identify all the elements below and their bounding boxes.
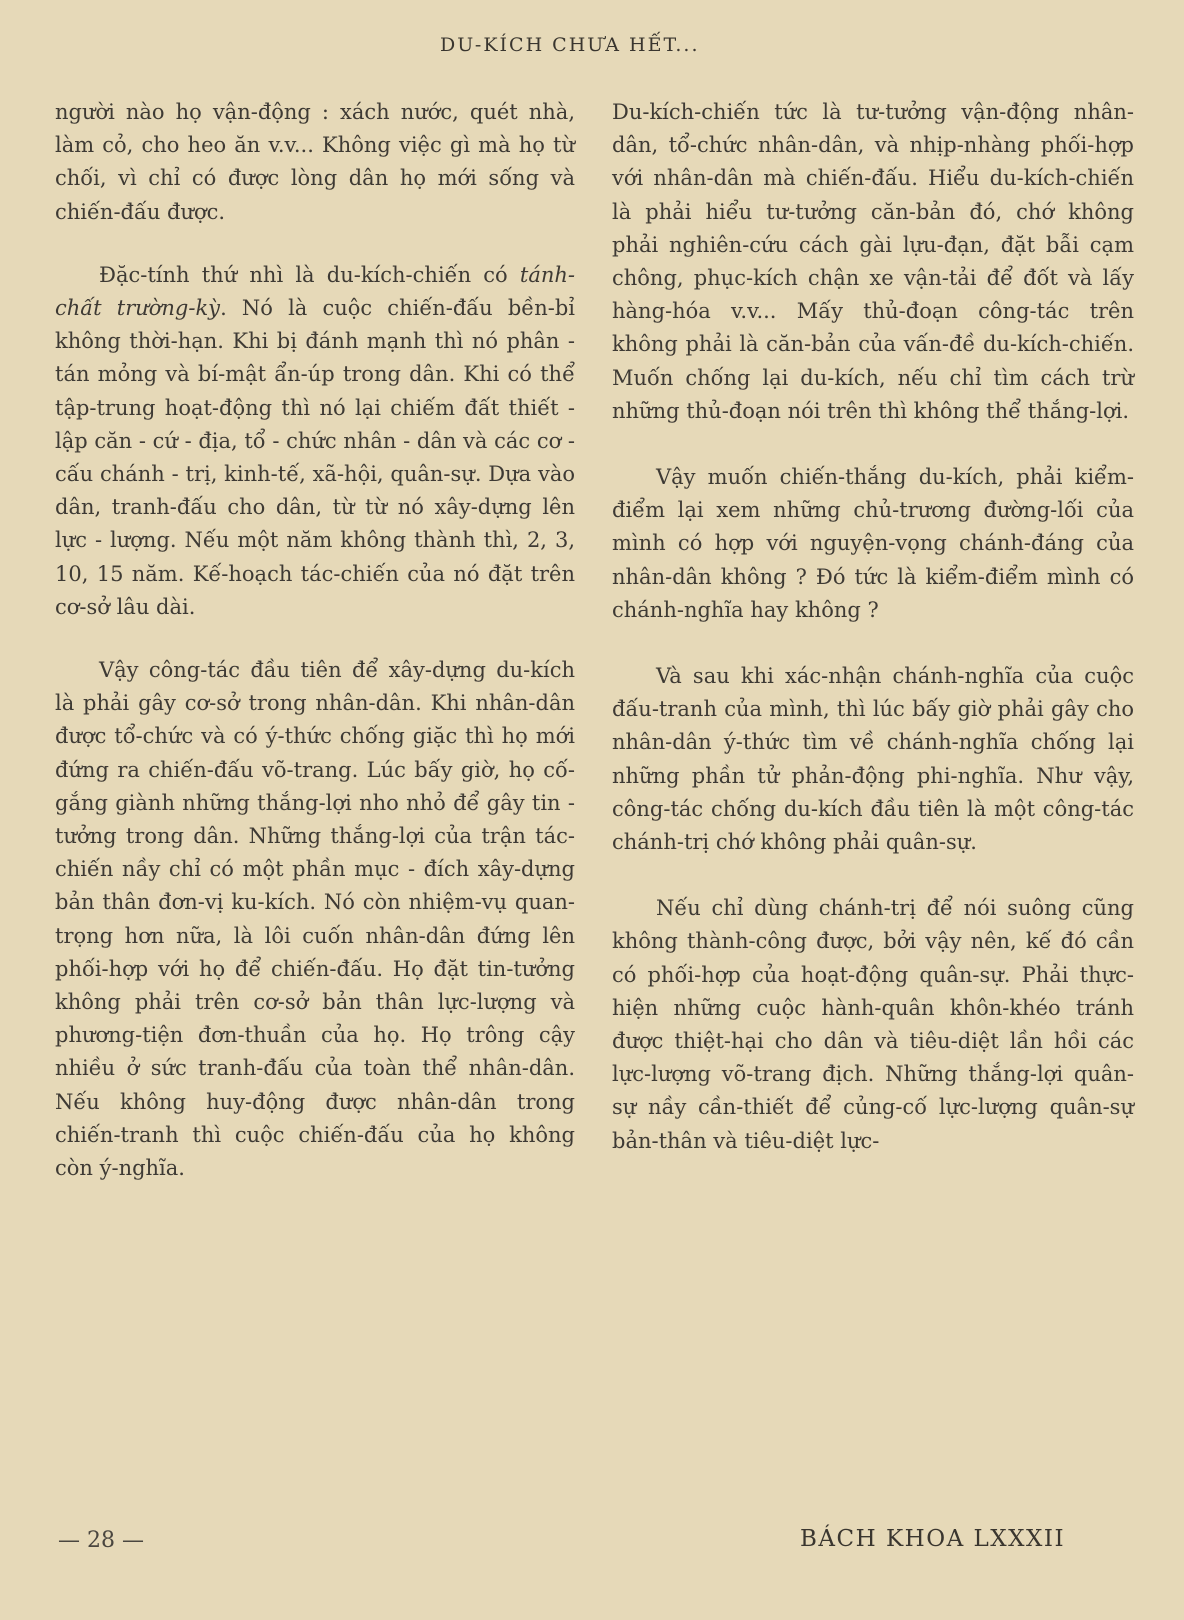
emphasis-text: tánh-chất trường-kỳ (55, 262, 575, 321)
left-paragraph-2 (55, 259, 575, 624)
left-paragraph-3: Vậy công-tác đầu tiên để xây-dựng du-kích là phải gây cơ-sở trong nhân-dân. Khi nhân-dân được tổ-chức và có ý-thức chống giặc thì họ mới đứng ra chiến-đấu võ-trang. Lúc bấy giờ, họ cố-gắng giành những thắng-lợi nho nhỏ để gây tin - tưởng trong dân. Những thắng-lợi của trận tác-chiến nầy chỉ có một phần mục - đích xây-dựng bản thân đơn-vị ku-kích. Nó còn nhiệm-vụ quan-trọng hơn nữa, là lôi cuốn nhân-dân đứng lên phối-hợp với họ để chiến-đấu. Họ đặt tin-tưởng không phải trên cơ-sở bản thân lực-lượng và phương-tiện đơn-thuần của họ. Họ trông cậy nhiều ở sức tranh-đấu của toàn thể nhân-dân. Nếu không huy-động được nhân-dân trong chiến-tranh thì cuộc chiến-đấu của họ không còn ý-nghĩa. (55, 658, 575, 1181)
right-paragraph-4: Nếu chỉ dùng chánh-trị để nói suông cũng không thành-công được, bởi vậy nên, kế đó cần có phối-hợp của hoạt-động quân-sự. Phải thực-hiện những cuộc hành-quân khôn-khéo tránh được thiệt-hại cho dân và tiêu-diệt lần hồi các lực-lượng võ-trang địch. Những thắng-lợi quân-sự nầy cần-thiết để củng-cố lực-lượng quân-sự bản-thân và tiêu-diệt lực- (612, 896, 1134, 1153)
right-paragraph-3: Và sau khi xác-nhận chánh-nghĩa của cuộc đấu-tranh của mình, thì lúc bấy giờ phải gây cho nhân-dân ý-thức tìm về chánh-nghĩa chống lại những phần tử phản-động phi-nghĩa. Như vậy, công-tác chống du-kích đầu tiên là một công-tác chánh-trị chớ không phải quân-sự. (612, 664, 1134, 855)
right-paragraph-1: Du-kích-chiến tức là tư-tưởng vận-động nhân-dân, tổ-chức nhân-dân, và nhịp-nhàng phối-hợp với nhân-dân mà chiến-đấu. Hiểu du-kích-chiến là phải hiểu tư-tưởng căn-bản đó, chớ không phải nghiên-cứu cách gài lựu-đạn, đặt bẫi cạm chông, phục-kích chận xe vận-tải để đốt và lấy hàng-hóa v.v... Mấy thủ-đoạn công-tác trên không phải là căn-bản của vấn-đề du-kích-chiến. Muốn chống lại du-kích, nếu chỉ tìm cách trừ những thủ-đoạn nói trên thì không thể thắng-lợi. (612, 100, 1134, 423)
right-paragraph-2: Vậy muốn chiến-thắng du-kích, phải kiểm-điểm lại xem những chủ-trương đường-lối của mình có hợp với nguyện-vọng chánh-đáng của nhân-dân không ? Đó tức là kiểm-điểm mình có chánh-nghĩa hay không ? (612, 465, 1134, 622)
running-head: DU-KÍCH CHƯA HẾT... (440, 34, 700, 56)
left-column (55, 96, 575, 1185)
right-column (612, 96, 1134, 1158)
left-paragraph-1: người nào họ vận-động : xách nước, quét nhà, làm cỏ, cho heo ăn v.v... Không việc gì mà họ từ chối, vì chỉ có được lòng dân họ mới sống và chiến-đấu được. (55, 100, 575, 224)
left-paragraph-2-start: Đặc-tính thứ nhì là du-kích-chiến có (99, 262, 520, 287)
magazine-title: BÁCH KHOA LXXXII (800, 1526, 1066, 1552)
left-paragraph-2-end: . Nó là cuộc chiến-đấu bền-bỉ không thời-hạn. Khi bị đánh mạnh thì nó phân - tán mỏng và bí-mật ẩn-úp trong dân. Khi có thể tập-trung hoạt-động thì nó lại chiếm đất thiết - lập căn - cứ - địa, tổ - chức nhân - dân và các cơ - cấu chánh - trị, kinh-tế, xã-hội, quân-sự. Dựa vào dân, tranh-đấu cho dân, từ từ nó xây-dựng lên lực - lượng. Nếu một năm không thành thì, 2, 3, 10, 15 năm. Kế-hoạch tác-chiến của nó đặt trên cơ-sở lâu dài. (55, 296, 576, 619)
page-number: — 28 — (58, 1528, 144, 1553)
